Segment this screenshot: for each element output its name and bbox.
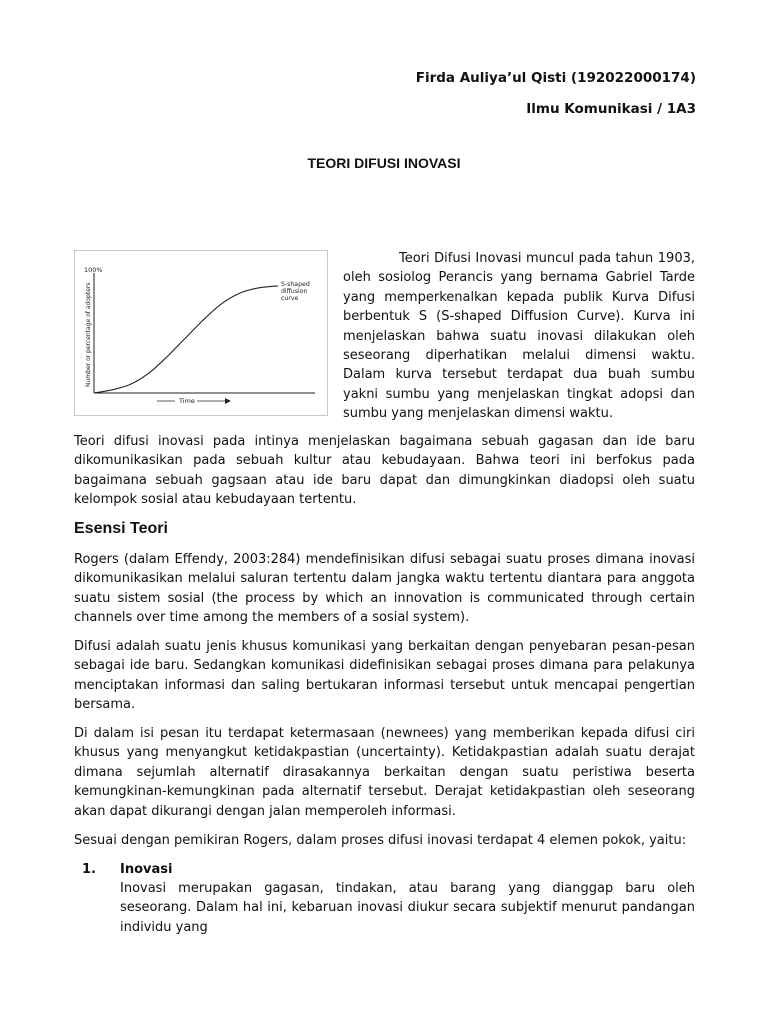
intro-paragraph [343,249,695,424]
s-curve-line [94,286,278,393]
paragraph-4: Di dalam isi pesan itu terdapat ketermasaan (newnees) yang memberikan kepada difusi ciri khusus yang menyangkut ketidakpastian (uncertainty). Ketidakpastian adalah suatu derajat dimana sejumlah alternatif dirasakannya berkaitan dengan suatu peristiwa beserta kemungkinan-kemungkinan pada alternatif tersebut. Derajat ketidakpastian oleh seseorang akan dapat dikurangi dengan jalan memperoleh informasi. [74,726,695,819]
paragraph-2: Rogers (dalam Effendy, 2003:284) mendefinisikan difusi sebagai suatu proses dimana inovasi dikomunikasikan melalui saluran tertentu dalam jangka waktu tertentu diantara para anggota suatu sistem sosial (the process by which an innovation is communicated through certain channels over time among the members of a sosial system). [74,552,695,626]
x-axis-label: Time [179,397,195,405]
paragraph-5: Sesuai dengan pemikiran Rogers, dalam proses difusi inovasi terdapat 4 elemen pokok, yaitu: [74,833,687,848]
y-top-label: 100% [84,266,103,274]
curve-label-3: curve [281,295,299,302]
curve-label-2: diffusion [281,288,308,295]
y-axis-label: Number or percentage of adopters [85,282,92,387]
list-label: Inovasi [120,862,173,877]
study-program: Ilmu Komunikasi / 1A3 [526,101,696,117]
diffusion-curve-chart [75,251,327,415]
list-number: 1. [82,862,96,877]
intro-text: Teori Difusi Inovasi muncul pada tahun 1903, oleh sosiolog Perancis yang bernama Gabriel Tarde yang memperkenalkan kepada publik Kurva Difusi berbentuk S (S-shaped Diffusion Curve). Kurva ini menjelaskan bahwa suatu inovasi dilakukan oleh seseorang diperhatikan melalui dimensi waktu. Dalam kurva tersebut terdapat dua buah sumbu yakni sumbu yang menjelaskan tingkat adopsi dan sumbu yang menjelaskan dimensi waktu. [343,251,695,422]
diffusion-curve-figure [74,250,328,416]
list-description: Inovasi merupakan gagasan, tindakan, atau barang yang dianggap baru oleh seseorang. Dalam hal ini, kebaruan inovasi diukur secara subjektif menurut pandangan individu yang [120,881,695,935]
author-name: Firda Auliya’ul Qisti (192022000174) [415,70,696,86]
paragraph-3: Difusi adalah suatu jenis khusus komunikasi yang berkaitan dengan penyebaran pesan-pesan sebagai ide baru. Sedangkan komunikasi didefinisikan sebagai proses dimana para pelakunya menciptakan informasi dan saling bertukaran informasi tersebut untuk mencapai pengertian bersama. [74,639,695,713]
x-arrow-head [225,398,231,404]
section-heading: Esensi Teori [74,520,168,537]
page-title: TEORI DIFUSI INOVASI [307,155,461,171]
paragraph-1: Teori difusi inovasi pada intinya menjelaskan bagaimana sebuah gagasan dan ide baru dikomunikasikan pada sebuah kultur atau kebudayaan. Bahwa teori ini berfokus pada bagaimana sebuah gagsaan atau ide baru dapat dan dimungkinkan diadopsi oleh suatu kelompok sosial atau kebudayaan tertentu. [74,434,695,508]
curve-label-1: S-shaped [281,281,310,288]
